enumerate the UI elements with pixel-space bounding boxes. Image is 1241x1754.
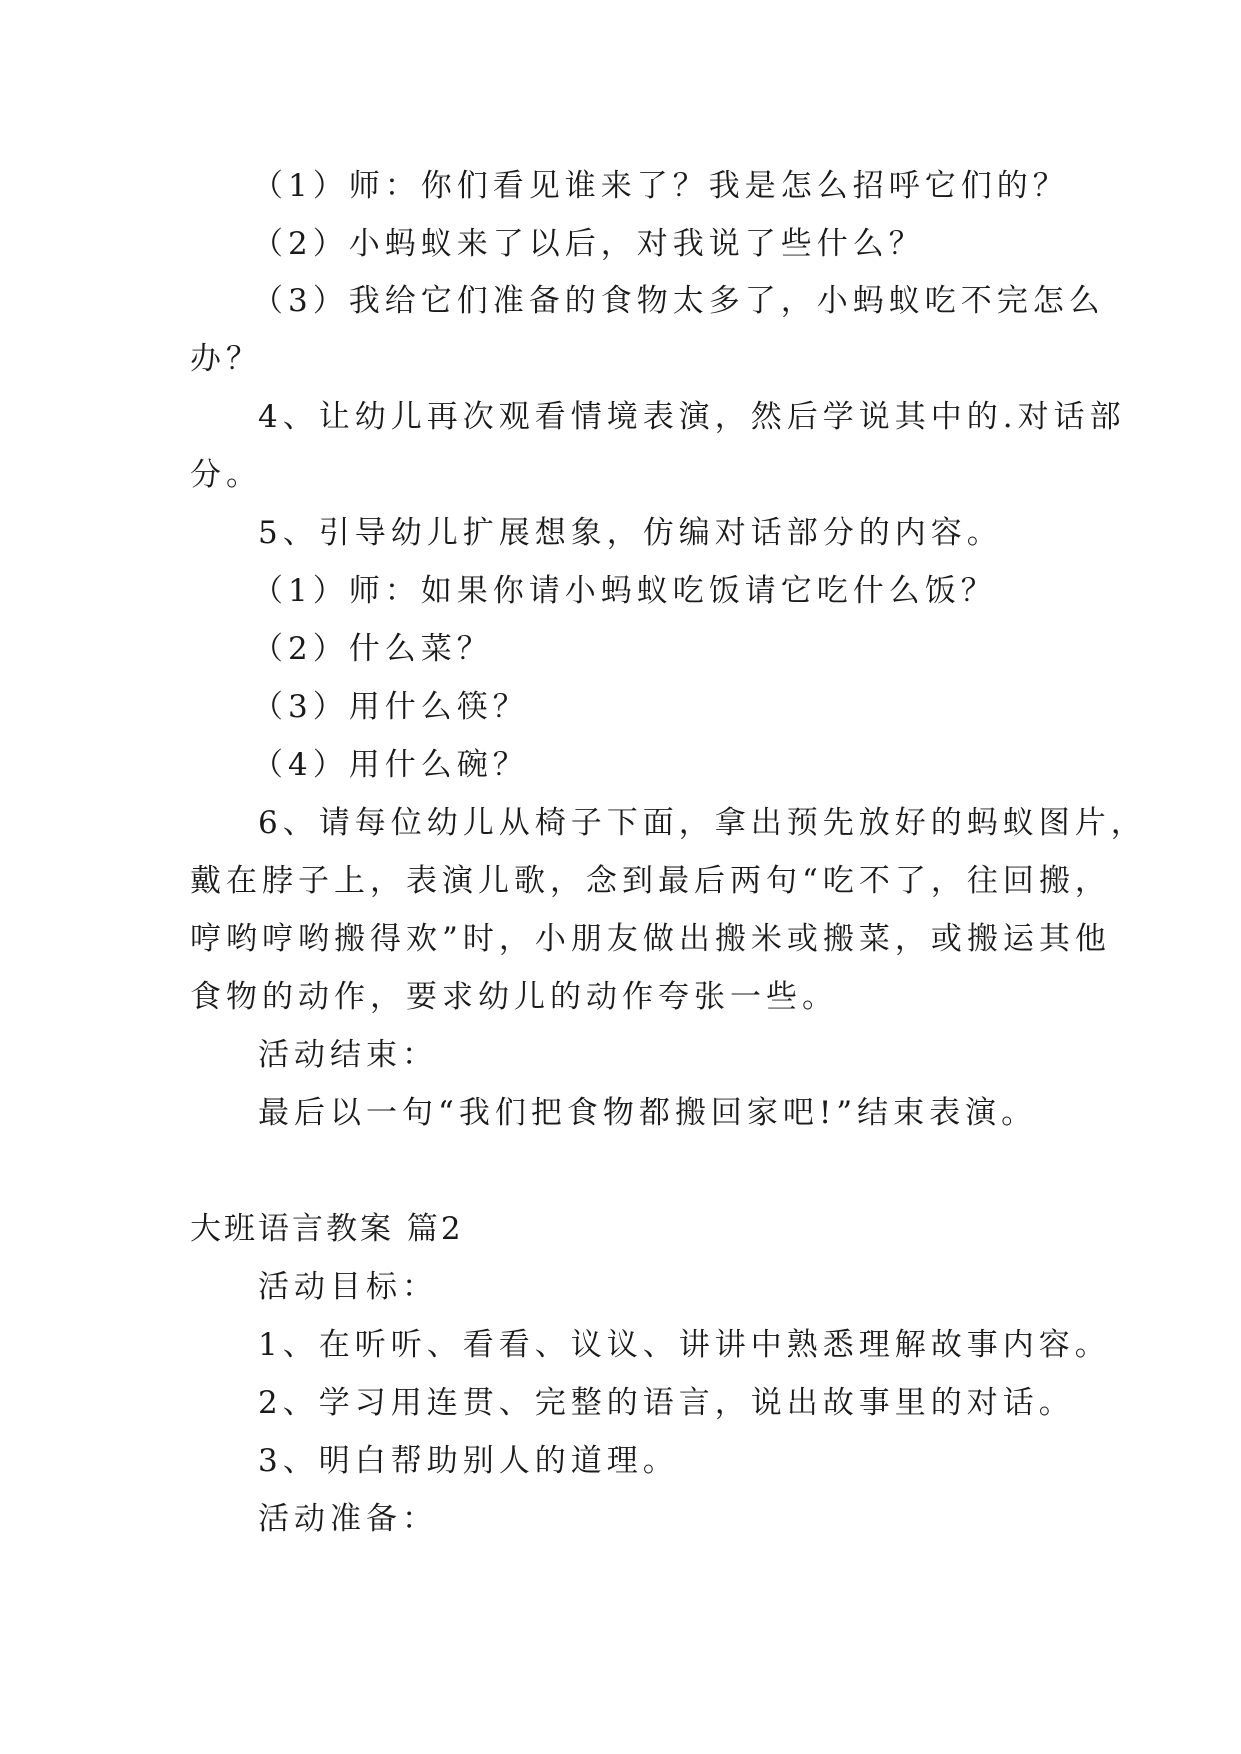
text-line: （3）用什么筷？	[252, 689, 529, 725]
text-line: 6、请每位幼儿从椅子下面，拿出预先放好的蚂蚁图片，	[258, 805, 1147, 841]
text-line: （1）师：如果你请小蚂蚁吃饭请它吃什么饭？	[252, 573, 997, 609]
text-line: （2）小蚂蚁来了以后，对我说了些什么？	[252, 226, 925, 262]
text-line: （2）什么菜？	[252, 631, 493, 667]
text-line: （1）师：你们看见谁来了？我是怎么招呼它们的？	[252, 168, 1069, 204]
text-line: 活动准备：	[258, 1501, 438, 1537]
text-line: 食物的动作，要求幼儿的动作夸张一些。	[190, 979, 838, 1015]
text-line: 分。	[190, 457, 262, 493]
text-line: 2、学习用连贯、完整的语言，说出故事里的对话。	[258, 1385, 1075, 1421]
text-line: 4、让幼儿再次观看情境表演，然后学说其中的.对话部	[258, 399, 1126, 435]
text-line: 哼哟哼哟搬得欢”时，小朋友做出搬米或搬菜，或搬运其他	[190, 921, 1111, 957]
text-line: 活动目标：	[258, 1269, 438, 1305]
text-line: （4）用什么碗？	[252, 747, 529, 783]
text-line: （3）我给它们准备的食物太多了，小蚂蚁吃不完怎么	[252, 283, 1105, 319]
text-line: 戴在脖子上，表演儿歌，念到最后两句“吃不了，往回搬，	[190, 863, 1111, 899]
text-line: 5、引导幼儿扩展想象，仿编对话部分的内容。	[258, 515, 1003, 551]
section-heading: 大班语言教案 篇2	[190, 1211, 464, 1247]
text-line: 办？	[190, 341, 262, 377]
text-line: 1、在听听、看看、议议、讲讲中熟悉理解故事内容。	[258, 1327, 1111, 1363]
text-line: 最后以一句“我们把食物都搬回家吧!”结束表演。	[258, 1095, 1038, 1131]
text-line: 活动结束：	[258, 1037, 438, 1073]
text-line: 3、明白帮助别人的道理。	[258, 1443, 679, 1479]
